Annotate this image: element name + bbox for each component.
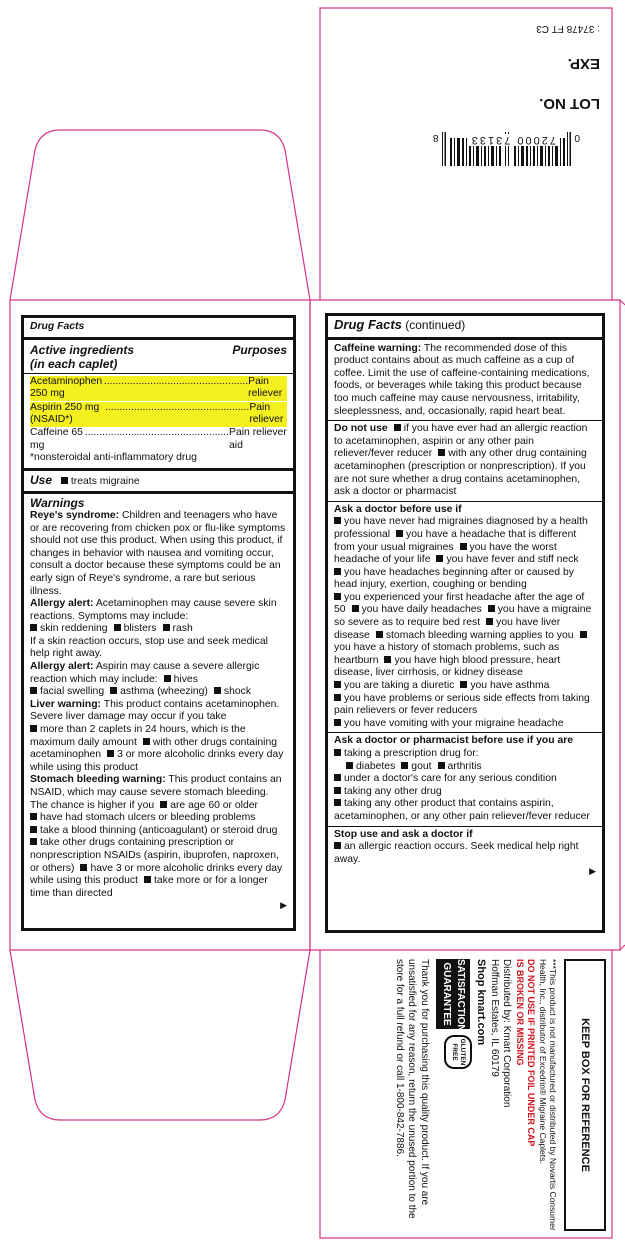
use-section: Use treats migraine bbox=[30, 472, 140, 487]
allergy-alert-aspirin: Allergy alert: Aspirin may cause a severe allergic reaction which may include: hives bbox=[30, 661, 260, 685]
nsaid-note: *nonsteroidal anti-inflammatory drug bbox=[30, 452, 197, 464]
lot-number-label: LOT NO. bbox=[539, 95, 600, 112]
keep-box-label: KEEP BOX FOR REFERENCE bbox=[579, 1018, 591, 1172]
ingredient-row: Aspirin 250 mg (NSAID*) .................................................. Pain reliever bbox=[30, 402, 287, 427]
novartis-disclaimer: ***This product is not manufactured or distributed by Novartis Consumer Health, Inc., distributor of Excedrin® Migraine Caplets. bbox=[538, 959, 558, 1231]
barcode-right-digit: 8 bbox=[432, 132, 439, 143]
lot-code: : 37478 FT C3 bbox=[536, 23, 600, 34]
distributor: Distributed by: Kmart Corporation Hoffman Estates, IL 60179 bbox=[489, 959, 512, 1108]
continued-arrow-icon: ▶ bbox=[280, 900, 287, 911]
ask-doctor-heading: Ask a doctor before use if bbox=[334, 503, 462, 515]
foil-warning: DO NOT USE IF PRINTED FOIL UNDER CAP IS BROKEN OR MISSING bbox=[515, 959, 536, 1147]
liver-warning: Liver warning: This product contains acetaminophen. Severe liver damage may occur if you take bbox=[30, 698, 280, 723]
ask-doctor-list: you have never had migraines diagnosed by a health professional you have a headache that is different from your usual migraines you have the worst headache of your life you have fever and stiff neck you have headaches beginning after or caused by head injury, exertion, coughing or bending you experienced your first headache after the age of 50 you have daily headaches you have a migraine so severe as to require bed rest you have liver disease stomach bleeding warning applies to youyou have a history of stomach problems, such as heartburn you have high blood pressure, heart disease, liver cirrhosis, or kidney disease you are taking a diuretic you have asthma you have problems or serious side effects from taking pain relievers or fever reducers you have vomiting with your migraine headache bbox=[334, 516, 592, 729]
expiration-label: EXP. bbox=[567, 55, 600, 72]
drug-facts-panel-left: Drug Facts Active ingredients (in each caplet) Purposes Acetaminophen 250 mg .................................................. Pain reliever Aspirin 250 mg (NSAID*) .................................................. Pain reliever Caffeine 65 mg .................................................. Pain reliever aid *nonsteroidal anti-inflammatory drug Use treats migraine Warnings Reye's syndrome: Children and teenagers who have or are recovering from chicken pox or flu-like symptoms should not use this product. When using this product, if changes in behavior with nausea and vomiting occur, consult a doctor because these symptoms could be an early sign of Reye's syndrome, a rare but serious illness. Allergy alert: Acetaminophen may cause severe skin reactions. Symptoms may include: skin reddening blisters rash If a skin reaction occurs, stop use and seek medical help right away. Allergy alert: Aspirin may cause a severe allergic reaction which may include: hives facial swelling asthma (wheezing) shock Liver warning: This product contains acetaminophen. Severe liver damage may occur if you take more than 2 caplets in 24 hours, which is the maximum daily amount with other drugs containing acetaminophen 3 or more alcoholic drinks every day while using this product Stomach bleeding warning: This product contains an NSAID, which may cause severe stomach bleeding. The chance is higher if you are age 60 or older have had stomach ulcers or bleeding problems take a blood thinning (anticoagulant) or steroid drug take other drugs containing prescription or nonprescription NSAIDs (aspirin, ibuprofen, naproxen, or others) have 3 or more alcoholic drinks every day while using this product take more or for a longer time than directed ▶ bbox=[21, 315, 296, 931]
barcode bbox=[380, 132, 580, 172]
drug-facts-title: Drug Facts bbox=[30, 321, 85, 332]
ask-pharmacist-list: taking a prescription drug for: diabetes gout arthritis under a doctor's care for any serious condition taking any other drug taking any other product that contains aspirin, acetaminophen, or any other pain reliever/fever reducer bbox=[334, 748, 590, 822]
satisfaction-guarantee-badge: SATISFACTION GUARANTEE bbox=[436, 959, 470, 1029]
barcode-digits: 72000 73133 bbox=[469, 134, 556, 146]
gluten-free-badge: GLUTEN FREE bbox=[444, 1035, 472, 1069]
caffeine-warning: Caffeine warning: The recommended dose of this product contains about as much caffeine as a cup of coffee. Limit the use of caffeine-containing medications, foods, or beverages while taking this product because too much caffeine may cause nervousness, irritability, sleeplessness, and, occasionally, rapid heart beat. bbox=[334, 342, 590, 417]
ingredient-row: Acetaminophen 250 mg .................................................. Pain reliever bbox=[30, 376, 287, 401]
thank-you-text: Thank you for purchasing this quality product. If you are unsatisfied for any reason, return the unused portion to the store for a full refund or call 1-800-842-7886. bbox=[394, 959, 430, 1219]
side-panel bbox=[320, 955, 610, 1235]
ingredient-row: Caffeine 65 mg .................................................. Pain reliever aid bbox=[30, 426, 287, 451]
ask-pharmacist-heading: Ask a doctor or pharmacist before use if you are bbox=[334, 735, 574, 747]
top-flap bbox=[330, 10, 610, 170]
stop-use-heading: Stop use and ask a doctor if bbox=[334, 828, 473, 840]
drug-facts-title-continued: Drug Facts bbox=[334, 317, 402, 332]
stomach-bleeding-warning: Stomach bleeding warning: This product contains an NSAID, which may cause severe stomach bleeding. The chance is higher if you are age 60 or older bbox=[30, 774, 282, 811]
warnings-heading: Warnings bbox=[30, 496, 85, 511]
active-ingredients-sub: (in each caplet) bbox=[30, 356, 118, 371]
shop-link[interactable]: Shop kmart.com bbox=[475, 959, 487, 1046]
barcode-left-digit: 0 bbox=[574, 132, 580, 143]
allergy-alert-acetaminophen: Allergy alert: Acetaminophen may cause severe skin reactions. Symptoms may include: bbox=[30, 598, 277, 622]
active-ingredients-heading: Active ingredients bbox=[30, 342, 135, 357]
purposes-heading: Purposes bbox=[232, 342, 287, 357]
drug-facts-panel-right: Drug Facts (continued) Caffeine warning: The recommended dose of this product contains about as much caffeine as a cup of coffee. Limit the use of caffeine-containing medications, foods, or beverages while taking this product because too much caffeine may cause nervousness, irritability, sleeplessness, and, occasionally, rapid heart beat. Do not use if you have ever had an allergic reaction to acetaminophen, aspirin or any other pain reliever/fever reducer with any other drug containing acetaminophen (prescription or nonprescription). If you are not sure whether a drug contains acetaminophen, ask a doctor or pharmacist Ask a doctor before use if you have never had migraines diagnosed by a health professional you have a headache that is different from your usual migraines you have the worst headache of your life you have fever and stiff neck you have headaches beginning after or caused by head injury, exertion, coughing or bending you experienced your first headache after the age of 50 you have daily headaches you have a migraine so severe as to require bed rest you have liver disease stomach bleeding warning applies to youyou have a history of stomach problems, such as heartburn you have high blood pressure, heart disease, liver cirrhosis, or kidney disease you are taking a diuretic you have asthma you have problems or serious side effects from taking pain relievers or fever reducers you have vomiting with your migraine headache Ask a doctor or pharmacist before use if you are taking a prescription drug for: diabetes gout arthritis under a doctor's care for any serious condition taking any other drug taking any other product that contains aspirin, acetaminophen, or any other pain reliever/fever reducer Stop use and ask a doctor if an allergic reaction occurs. Seek medical help right away. ▶ bbox=[325, 313, 605, 933]
keep-box-box bbox=[564, 959, 606, 1231]
stop-use-list: an allergic reaction occurs. Seek medical help right away. bbox=[334, 841, 579, 865]
continued-arrow-icon: ▶ bbox=[589, 866, 596, 877]
reye-warning: Reye's syndrome: Children and teenagers who have or are recovering from chicken pox or flu-like symptoms should not use this product. When using this product, if changes in behavior with nausea and vomiting occur, consult a doctor because these symptoms could be an early sign of Reye's syndrome, a rare but serious illness. bbox=[30, 509, 286, 597]
do-not-use-section: Do not use if you have ever had an allergic reaction to acetaminophen, aspirin or any other pain reliever/fever reducer with any other drug containing acetaminophen (prescription or nonprescription). If you are not sure whether a drug contains acetaminophen, ask a doctor or pharmacist bbox=[334, 423, 588, 498]
